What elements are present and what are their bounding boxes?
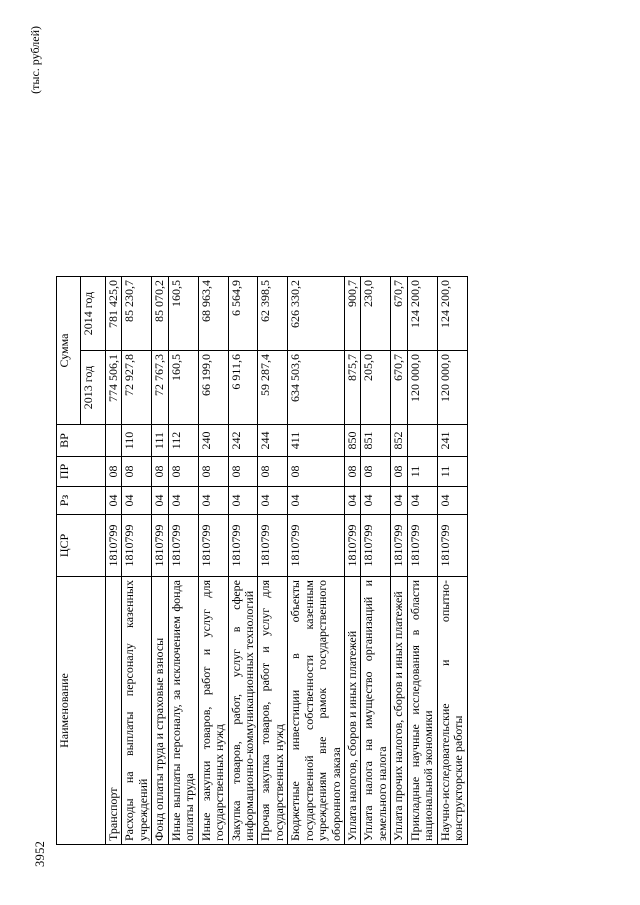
row-year-2013: 875,7 bbox=[345, 351, 361, 425]
row-rz: 04 bbox=[345, 487, 361, 515]
row-csr: 1810799 bbox=[391, 515, 407, 577]
row-year-2013: 6 911,6 bbox=[228, 351, 258, 425]
row-vr: 244 bbox=[258, 425, 288, 457]
row-rz: 04 bbox=[407, 487, 437, 515]
row-vr: 241 bbox=[437, 425, 467, 457]
row-pr: 08 bbox=[152, 457, 168, 487]
row-vr: 851 bbox=[361, 425, 391, 457]
row-name: Бюджетные инвестиции в объекты государственной собственности казенным учреждениям вне рамок государственного оборонного заказа bbox=[288, 577, 345, 845]
table-row bbox=[345, 277, 361, 845]
table-row bbox=[198, 277, 228, 845]
row-rz: 04 bbox=[391, 487, 407, 515]
row-csr: 1810799 bbox=[228, 515, 258, 577]
table-row bbox=[407, 277, 437, 845]
row-name: Фонд оплаты труда и страховые взносы bbox=[152, 577, 168, 845]
row-vr: 240 bbox=[198, 425, 228, 457]
row-vr: 850 bbox=[345, 425, 361, 457]
table-row bbox=[437, 277, 467, 845]
table-header-row-1 bbox=[57, 277, 81, 845]
row-csr: 1810799 bbox=[106, 515, 122, 577]
row-vr: 852 bbox=[391, 425, 407, 457]
row-year-2013: 670,7 bbox=[391, 351, 407, 425]
row-year-2014: 160,5 bbox=[168, 277, 198, 351]
units-note: (тыс. рублей) bbox=[28, 26, 42, 94]
table-row bbox=[106, 277, 122, 845]
table-row bbox=[152, 277, 168, 845]
column-header-year-2013: 2013 год bbox=[81, 351, 106, 425]
row-name: Прикладные научные исследования в области национальной экономики bbox=[407, 577, 437, 845]
table-row bbox=[258, 277, 288, 845]
column-header-rz: Рз bbox=[57, 487, 106, 515]
row-csr: 1810799 bbox=[437, 515, 467, 577]
row-csr: 1810799 bbox=[361, 515, 391, 577]
row-pr: 08 bbox=[345, 457, 361, 487]
row-vr: 110 bbox=[122, 425, 152, 457]
row-csr: 1810799 bbox=[345, 515, 361, 577]
row-csr: 1810799 bbox=[168, 515, 198, 577]
row-vr: 242 bbox=[228, 425, 258, 457]
table-row bbox=[391, 277, 407, 845]
table-row bbox=[168, 277, 198, 845]
row-year-2014: 230,0 bbox=[361, 277, 391, 351]
row-name: Уплата прочих налогов, сборов и иных платежей bbox=[391, 577, 407, 845]
column-header-vr: ВР bbox=[57, 425, 106, 457]
row-year-2013: 205,0 bbox=[361, 351, 391, 425]
row-year-2014: 62 398,5 bbox=[258, 277, 288, 351]
row-pr: 11 bbox=[407, 457, 437, 487]
row-year-2014: 781 425,0 bbox=[106, 277, 122, 351]
row-year-2014: 68 963,4 bbox=[198, 277, 228, 351]
row-csr: 1810799 bbox=[152, 515, 168, 577]
row-rz: 04 bbox=[152, 487, 168, 515]
column-header-pr: ПР bbox=[57, 457, 106, 487]
row-csr: 1810799 bbox=[258, 515, 288, 577]
row-csr: 1810799 bbox=[407, 515, 437, 577]
table-row bbox=[122, 277, 152, 845]
table-row bbox=[228, 277, 258, 845]
row-year-2014: 670,7 bbox=[391, 277, 407, 351]
row-name: Научно-исследовательские и опытно-конструкторские работы bbox=[437, 577, 467, 845]
row-year-2014: 85 230,7 bbox=[122, 277, 152, 351]
row-year-2013: 120 000,0 bbox=[407, 351, 437, 425]
row-pr: 08 bbox=[361, 457, 391, 487]
row-rz: 04 bbox=[198, 487, 228, 515]
row-pr: 11 bbox=[437, 457, 467, 487]
column-header-sum: Сумма bbox=[57, 277, 81, 425]
row-year-2013: 72 767,3 bbox=[152, 351, 168, 425]
row-pr: 08 bbox=[106, 457, 122, 487]
column-header-csr: ЦСР bbox=[57, 515, 106, 577]
row-csr: 1810799 bbox=[288, 515, 345, 577]
row-rz: 04 bbox=[122, 487, 152, 515]
row-year-2014: 85 070,2 bbox=[152, 277, 168, 351]
row-vr: 112 bbox=[168, 425, 198, 457]
column-header-name: Наименование bbox=[57, 577, 106, 845]
row-pr: 08 bbox=[228, 457, 258, 487]
row-year-2013: 120 000,0 bbox=[437, 351, 467, 425]
row-vr: 411 bbox=[288, 425, 345, 457]
row-year-2014: 124 200,0 bbox=[437, 277, 467, 351]
row-year-2013: 59 287,4 bbox=[258, 351, 288, 425]
row-csr: 1810799 bbox=[198, 515, 228, 577]
row-name: Расходы на выплаты персоналу казенных учреждений bbox=[122, 577, 152, 845]
row-year-2014: 900,7 bbox=[345, 277, 361, 351]
row-name: Иные закупки товаров, работ и услуг для государственных нужд bbox=[198, 577, 228, 845]
row-name: Прочая закупка товаров, работ и услуг для государственных нужд bbox=[258, 577, 288, 845]
column-header-year-2014: 2014 год bbox=[81, 277, 106, 351]
row-pr: 08 bbox=[198, 457, 228, 487]
row-pr: 08 bbox=[258, 457, 288, 487]
row-pr: 08 bbox=[122, 457, 152, 487]
row-name: Иные выплаты персоналу, за исключением фонда оплаты труда bbox=[168, 577, 198, 845]
row-name: Уплата налогов, сборов и иных платежей bbox=[345, 577, 361, 845]
row-pr: 08 bbox=[391, 457, 407, 487]
row-year-2013: 634 503,6 bbox=[288, 351, 345, 425]
table-row bbox=[288, 277, 345, 845]
row-year-2014: 6 564,9 bbox=[228, 277, 258, 351]
row-pr: 08 bbox=[168, 457, 198, 487]
row-vr bbox=[407, 425, 437, 457]
budget-appropriations-table bbox=[56, 276, 468, 845]
row-rz: 04 bbox=[258, 487, 288, 515]
row-rz: 04 bbox=[228, 487, 258, 515]
row-year-2013: 72 927,8 bbox=[122, 351, 152, 425]
row-rz: 04 bbox=[168, 487, 198, 515]
row-vr bbox=[106, 425, 122, 457]
row-name: Закупка товаров, работ, услуг в сфере информационно-коммуникационных технологий bbox=[228, 577, 258, 845]
page-number: 3952 bbox=[33, 840, 47, 867]
row-csr: 1810799 bbox=[122, 515, 152, 577]
row-rz: 04 bbox=[106, 487, 122, 515]
row-year-2014: 626 330,2 bbox=[288, 277, 345, 351]
row-rz: 04 bbox=[288, 487, 345, 515]
row-vr: 111 bbox=[152, 425, 168, 457]
row-year-2014: 124 200,0 bbox=[407, 277, 437, 351]
table-row bbox=[361, 277, 391, 845]
row-year-2013: 774 506,1 bbox=[106, 351, 122, 425]
row-name: Уплата налога на имущество организаций и земельного налога bbox=[361, 577, 391, 845]
row-year-2013: 66 199,0 bbox=[198, 351, 228, 425]
row-pr: 08 bbox=[288, 457, 345, 487]
row-rz: 04 bbox=[361, 487, 391, 515]
row-name: Транспорт bbox=[106, 577, 122, 845]
row-year-2013: 160,5 bbox=[168, 351, 198, 425]
row-rz: 04 bbox=[437, 487, 467, 515]
